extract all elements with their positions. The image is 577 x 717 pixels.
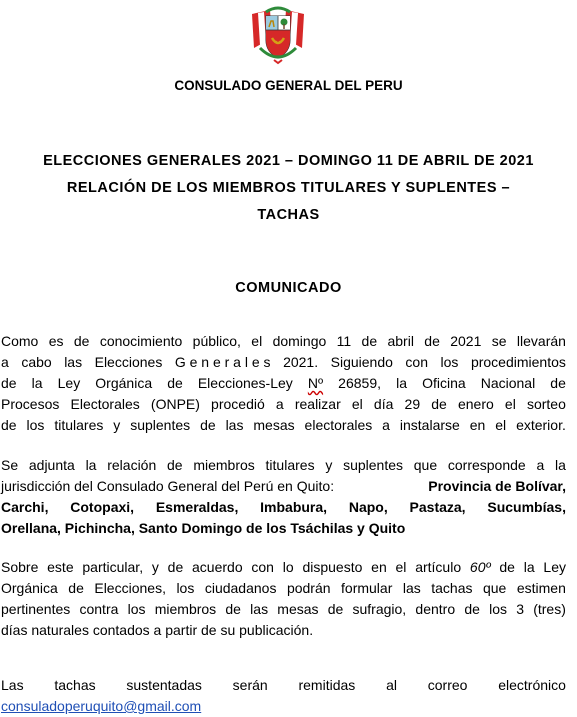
word: instalarse	[399, 417, 460, 433]
word: de	[225, 601, 241, 617]
word: las	[64, 354, 83, 370]
word: (tres)	[533, 601, 566, 617]
word: sustentadas	[126, 677, 202, 693]
paragraph-line	[1, 476, 566, 497]
word: procedió	[211, 396, 265, 412]
word: que	[413, 457, 438, 473]
word: en	[469, 417, 486, 433]
jurisdiction-provinces-start: Provincia de Bolívar,	[428, 478, 566, 494]
word: 2021.	[283, 354, 319, 370]
paragraph-line	[1, 394, 566, 415]
contact-email-link[interactable]: consuladoperuquito@gmail.com	[1, 698, 202, 714]
word: la	[523, 559, 535, 575]
word: las	[402, 580, 421, 596]
word: ciudadanos	[204, 580, 277, 596]
title-line-3: TACHAS	[257, 207, 320, 223]
word: cabo	[21, 354, 52, 370]
word: Sucumbías,	[487, 499, 566, 515]
word: adjunta	[28, 457, 75, 473]
comunicado-heading: COMUNICADO	[235, 280, 342, 296]
word: particular,	[82, 559, 144, 575]
word: suplentes	[343, 457, 404, 473]
title-line-1: ELECCIONES GENERALES 2021 – DOMINGO 11 DE ABRIL DE 2021	[43, 153, 534, 169]
word: dispuesto	[302, 559, 363, 575]
spellcheck-flagged-word: Nº	[307, 375, 324, 391]
word: 2021	[450, 333, 482, 349]
paragraph-line	[1, 497, 566, 518]
word: Carchi,	[1, 499, 49, 515]
consulate-heading: CONSULADO GENERAL DEL PERU	[174, 78, 403, 93]
paragraph-line	[1, 373, 566, 394]
word: Elecciones-Ley	[197, 375, 293, 391]
word: de	[464, 601, 480, 617]
word: miembros	[193, 457, 255, 473]
word: tachas	[431, 580, 473, 596]
paragraph-line	[1, 455, 566, 476]
word: la	[31, 375, 43, 391]
word: y	[325, 457, 333, 473]
word: lo	[282, 559, 294, 575]
word: los	[26, 417, 45, 433]
word: Ley	[57, 375, 81, 391]
word: Como	[1, 333, 39, 349]
word: a	[382, 417, 390, 433]
word: mesas	[277, 601, 319, 617]
paragraph-jurisdiction	[1, 455, 566, 539]
word: titulares	[265, 457, 315, 473]
word: de	[167, 375, 183, 391]
paragraph-line	[1, 352, 566, 373]
word: podrán	[286, 580, 331, 596]
word: electrónico	[498, 677, 566, 693]
word: 11	[336, 333, 352, 349]
word: abril	[387, 333, 414, 349]
paragraph-challenges	[1, 557, 566, 641]
word: la	[555, 457, 566, 473]
word: suplentes	[130, 417, 191, 433]
word: el	[395, 559, 407, 575]
word: correo	[427, 677, 468, 693]
title-line-2: RELACIÓN DE LOS MIEMBROS TITULARES Y SUPLENTES –	[66, 180, 511, 196]
word: Orgánica	[1, 580, 58, 596]
document-title	[0, 148, 577, 229]
word: Imbabura,	[260, 499, 328, 515]
word: Las	[1, 677, 24, 693]
word: la	[85, 457, 97, 473]
word: electorales	[304, 417, 373, 433]
word: en	[371, 559, 387, 575]
word: con	[251, 559, 274, 575]
paragraph-line	[1, 331, 566, 352]
jurisdiction-provinces-end: Orellana, Pichincha, Santo Domingo de los Tsáchilas y Quito	[1, 520, 406, 536]
word: de	[424, 333, 440, 349]
word: de	[1, 375, 17, 391]
word: es	[48, 333, 64, 349]
word: Esmeraldas,	[155, 499, 239, 515]
word: formular	[341, 580, 393, 596]
word: mesas	[253, 417, 295, 433]
word: Nacional	[480, 375, 536, 391]
word: de	[68, 580, 84, 596]
word: estimen	[516, 580, 566, 596]
paragraph-line	[1, 620, 566, 641]
word: a	[275, 396, 284, 412]
word: de	[167, 457, 183, 473]
word: y	[113, 417, 121, 433]
word: de	[361, 333, 378, 349]
word: el	[251, 333, 263, 349]
word: de	[499, 559, 515, 575]
word: corresponde	[447, 457, 526, 473]
word: de	[1, 417, 17, 433]
word: Cotopaxi,	[70, 499, 135, 515]
jurisdiction-text: jurisdicción del Consulado General del Perú en Quito:	[1, 478, 335, 494]
word: Ley	[543, 559, 566, 575]
word: público,	[192, 333, 241, 349]
word: de	[327, 601, 344, 617]
word: realizar	[294, 396, 341, 412]
word: de	[431, 396, 447, 412]
peru-coat-of-arms-icon	[246, 4, 310, 66]
word: relación	[107, 457, 157, 473]
word: dentro	[415, 601, 456, 617]
word: con	[405, 354, 428, 370]
word: acuerdo	[192, 559, 243, 575]
word: G e n e r a l e s	[174, 354, 271, 370]
word: los	[176, 580, 195, 596]
word: las	[250, 601, 269, 617]
word: Siguiendo	[330, 354, 393, 370]
word: de	[73, 333, 90, 349]
word: Electorales	[70, 396, 140, 412]
paragraph-line	[1, 415, 566, 436]
word: exterior.	[516, 417, 566, 433]
word: 29	[404, 396, 421, 412]
paragraph-line	[1, 675, 566, 696]
word: 26859,	[338, 375, 381, 391]
word: Elecciones,	[94, 580, 166, 596]
word: a	[1, 354, 9, 370]
word: el	[495, 417, 507, 433]
word: se	[491, 333, 507, 349]
paragraph-line	[1, 518, 566, 539]
word: Elecciones	[94, 354, 163, 370]
word: día	[373, 396, 394, 412]
word: al	[386, 677, 397, 693]
word: artículo	[415, 559, 462, 575]
word: que	[482, 580, 507, 596]
word: (ONPE)	[150, 396, 200, 412]
word: Oficina	[422, 375, 466, 391]
article-number: 60º	[469, 559, 491, 575]
paragraph-line	[1, 578, 566, 599]
word: Sobre	[1, 559, 39, 575]
paragraph-line	[1, 599, 566, 620]
word: titulares	[54, 417, 104, 433]
word: los	[127, 601, 146, 617]
word: sorteo	[526, 396, 566, 412]
word: Orgánica	[95, 375, 153, 391]
word: llevarán	[516, 333, 566, 349]
word: tachas	[54, 677, 96, 693]
word: remitidas	[298, 677, 356, 693]
word: miembros	[154, 601, 217, 617]
word: procedimientos	[470, 354, 566, 370]
word: Pastaza,	[409, 499, 466, 515]
word: Se	[1, 457, 19, 473]
word: enero	[457, 396, 494, 412]
word: pertinentes	[1, 601, 71, 617]
word: de	[167, 559, 184, 575]
word: y	[151, 559, 159, 575]
word: Procesos	[1, 396, 60, 412]
word: a	[536, 457, 545, 473]
word: los	[440, 354, 459, 370]
paragraph-line	[1, 557, 566, 578]
word: de	[200, 417, 216, 433]
paragraph-line	[1, 696, 566, 717]
word: contra	[79, 601, 119, 617]
word: 3	[516, 601, 524, 617]
word: el	[351, 396, 363, 412]
word: este	[47, 559, 74, 575]
word: sufragio,	[352, 601, 407, 617]
word: los	[489, 601, 507, 617]
word: Napo,	[348, 499, 388, 515]
word: de	[550, 375, 566, 391]
word: las	[225, 417, 244, 433]
challenge-deadline-text: días naturales contados a partir de su publicación.	[1, 622, 314, 638]
word: el	[504, 396, 516, 412]
paragraph-announcement	[1, 331, 566, 436]
paragraph-contact	[1, 675, 566, 717]
word: serán	[232, 677, 268, 693]
word: la	[396, 375, 407, 391]
word: conocimiento	[99, 333, 183, 349]
word: domingo	[272, 333, 327, 349]
